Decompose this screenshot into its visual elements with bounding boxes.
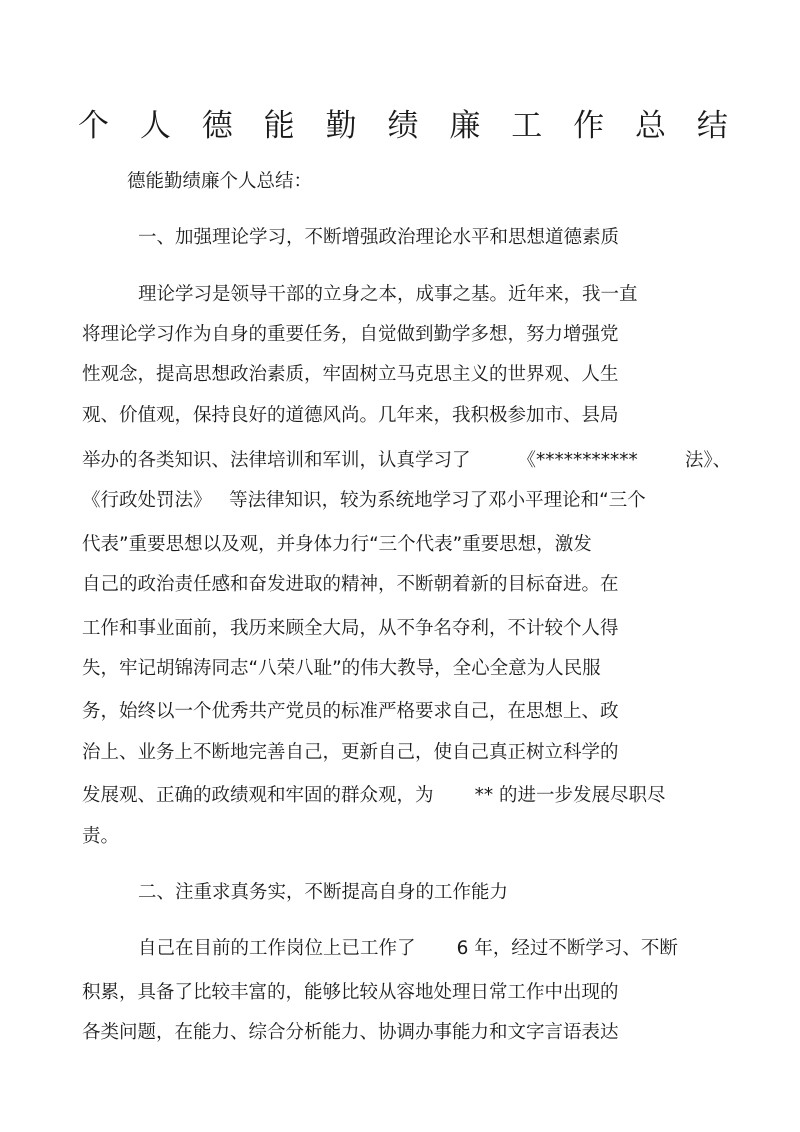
- paragraph-line: 自己的政治责任感和奋发进取的精神，不断朝着新的目标奋进。在: [82, 574, 619, 595]
- paragraph-line: 理论学习是领导干部的立身之本，成事之基。近年来，我一直: [138, 284, 638, 305]
- paragraph-line: 各类问题，在能力、综合分析能力、协调办事能力和文字言语表达: [82, 1022, 619, 1043]
- paragraph-line: 工作和事业面前，我历来顾全大局，从不争名夺利，不计较个人得: [82, 618, 619, 639]
- title-char: 工: [511, 108, 543, 144]
- paragraph-line: 将理论学习作为自身的重要任务，自觉做到勤学多想，努力增强党: [82, 324, 619, 345]
- title-char: 德: [201, 108, 233, 144]
- title-char: 总: [635, 108, 667, 144]
- title-char: 廉: [449, 108, 481, 144]
- document-title: [78, 104, 728, 148]
- paragraph-line: 失，牢记胡锦涛同志“八荣八耻”的伟大教导，全心全意为人民服: [82, 658, 601, 679]
- paragraph-line: 治上、业务上不断地完善自己，更新自己，使自己真正树立科学的: [82, 742, 619, 763]
- paragraph-line: 观、价值观，保持良好的道德风尚。几年来，我积极参加市、县局: [82, 405, 619, 426]
- paragraph-line: 代表”重要思想以及观，并身体力行“三个代表”重要思想，激发: [82, 534, 592, 555]
- paragraph-line: 举办的各类知识、法律培训和军训，认真学习了 《*********** 法》、: [82, 450, 732, 471]
- title-char: 人: [139, 108, 171, 144]
- paragraph-line: 务，始终以一个优秀共产党员的标准严格要求自己，在思想上、政: [82, 701, 619, 722]
- title-char: 勤: [325, 108, 357, 144]
- paragraph-line: 自己在目前的工作岗位上已工作了 6 年，经过不断学习、不断: [138, 938, 678, 959]
- section-1-heading: 一、加强理论学习，不断增强政治理论水平和思想道德素质: [138, 227, 620, 248]
- title-char: 作: [573, 108, 605, 144]
- document-subtitle: 德能勤绩廉个人总结：: [127, 171, 313, 192]
- paragraph-line: 发展观、正确的政绩观和牢固的群众观，为 ** 的进一步发展尽职尽: [82, 785, 666, 806]
- paragraph-line: 《行政处罚法》 等法律知识，较为系统地学习了邓小平理论和“三个: [82, 490, 646, 511]
- paragraph-line: 责。: [82, 826, 120, 847]
- paragraph-line: 积累，具备了比较丰富的，能够比较从容地处理日常工作中出现的: [82, 982, 619, 1003]
- title-char: 结: [696, 108, 728, 144]
- paragraph-line: 性观念，提高思想政治素质，牢固树立马克思主义的世界观、人生: [82, 364, 619, 385]
- section-2-heading: 二、注重求真务实，不断提高自身的工作能力: [138, 882, 509, 903]
- title-char: 绩: [387, 108, 419, 144]
- title-char: 个: [78, 108, 109, 144]
- title-char: 能: [263, 108, 295, 144]
